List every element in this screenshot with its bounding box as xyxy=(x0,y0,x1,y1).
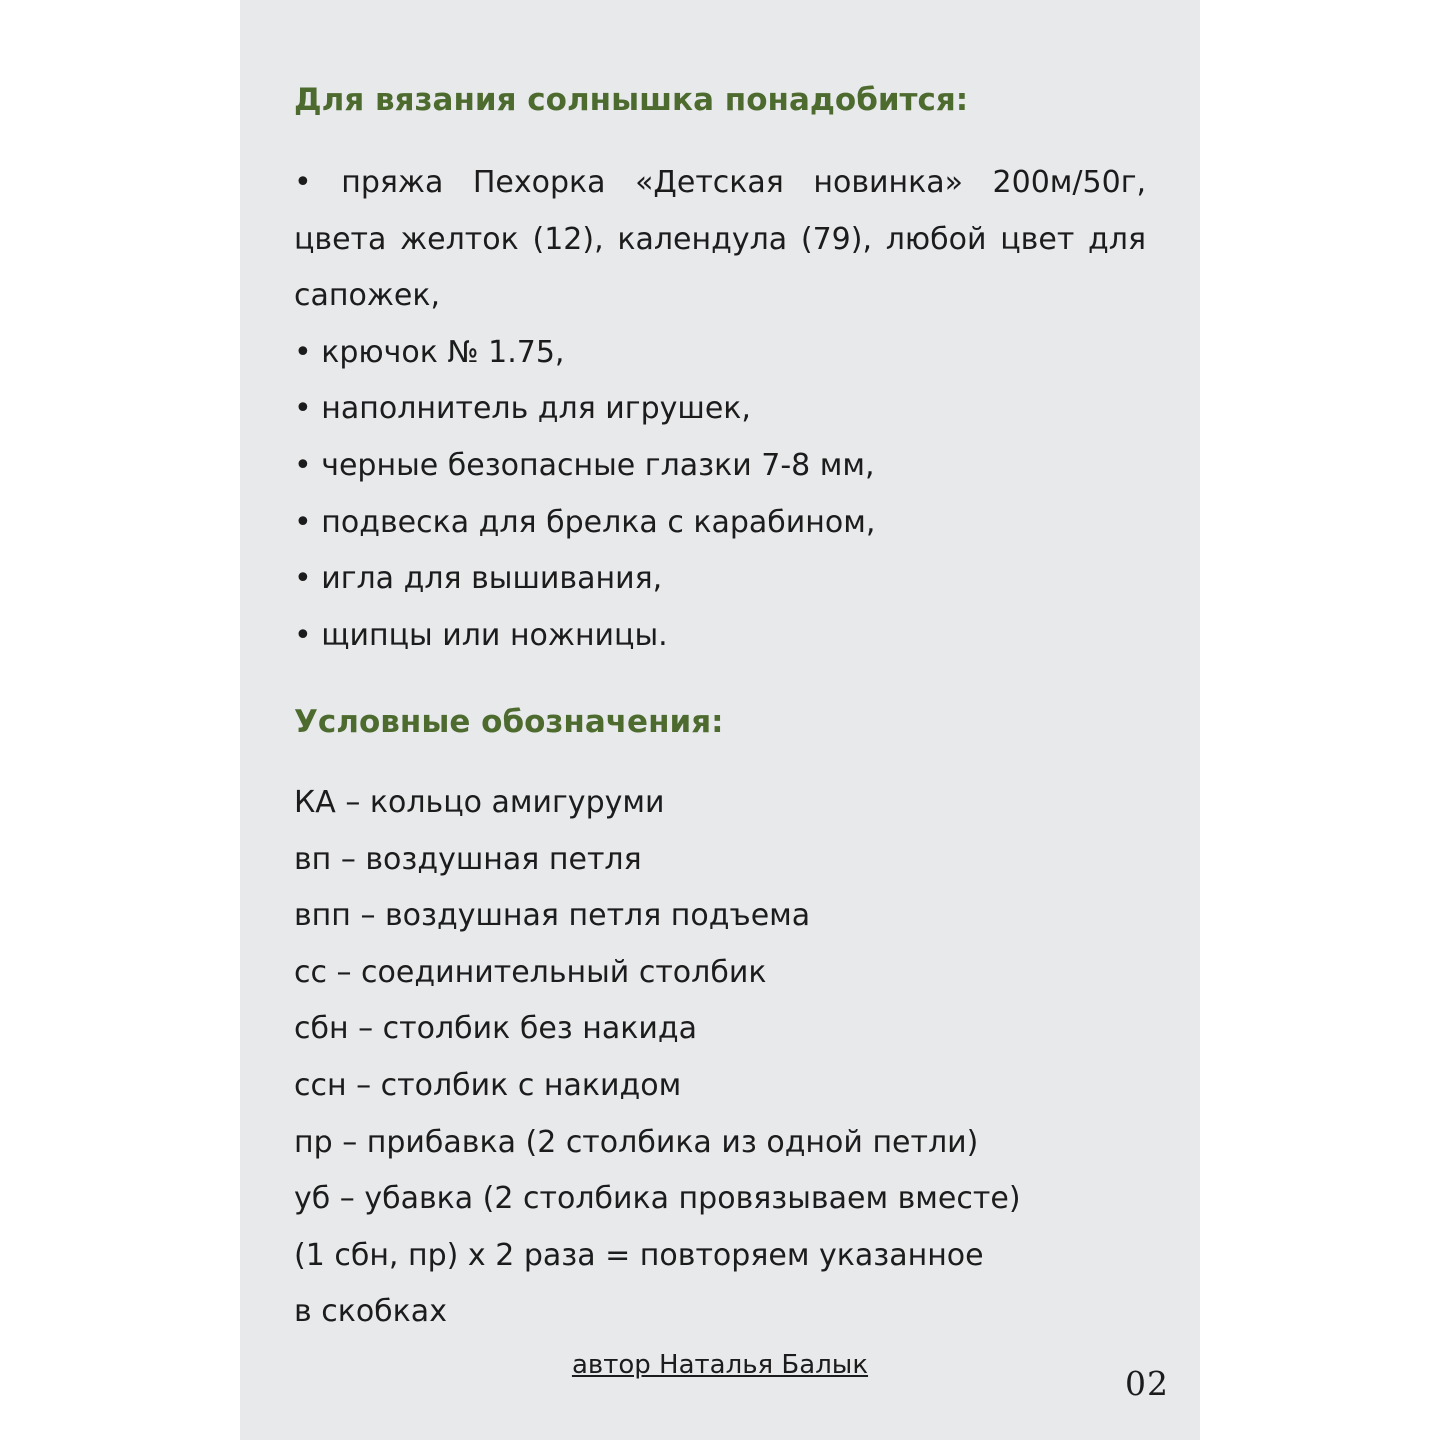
document-page xyxy=(240,0,1200,1440)
legend-line: пр – прибавка (2 столбика из одной петли) xyxy=(294,1124,979,1160)
list-item: • черные безопасные глазки 7-8 мм, xyxy=(294,447,875,483)
legend-line: ссн – столбик с накидом xyxy=(294,1067,682,1103)
author-credit: автор Наталья Балык xyxy=(571,1350,869,1380)
legend-line: в скобках xyxy=(294,1294,447,1330)
list-item: • наполнитель для игрушек, xyxy=(294,391,751,427)
list-item: • крючок № 1.75, xyxy=(294,334,565,370)
legend-line: сбн – столбик без накида xyxy=(294,1011,698,1047)
page-number: 02 xyxy=(1125,1364,1169,1403)
list-item: • подвеска для брелка с карабином, xyxy=(294,504,876,540)
legend-heading: Условные обозначения: xyxy=(294,704,724,740)
list-item: • пряжа Пехорка «Детская новинка» 200м/50г, цвета желток (12), календула (79), любой цвет для сапожек, xyxy=(294,165,1146,314)
materials-list xyxy=(294,155,1146,664)
materials-heading: Для вязания солнышка понадобится: xyxy=(294,82,969,118)
list-item: • игла для вышивания, xyxy=(294,561,663,597)
legend-line: вп – воздушная петля xyxy=(294,841,642,877)
legend-line: уб – убавка (2 столбика провязываем вместе) xyxy=(294,1181,1021,1217)
legend-line: (1 сбн, пр) х 2 раза = повторяем указанное xyxy=(294,1237,984,1273)
legend-line: КА – кольцо амигуруми xyxy=(294,785,665,820)
legend-line: сс – соединительный столбик xyxy=(294,954,767,990)
legend-line: впп – воздушная петля подъема xyxy=(294,898,811,934)
list-item: • щипцы или ножницы. xyxy=(294,617,668,653)
legend-list xyxy=(294,775,1146,1341)
